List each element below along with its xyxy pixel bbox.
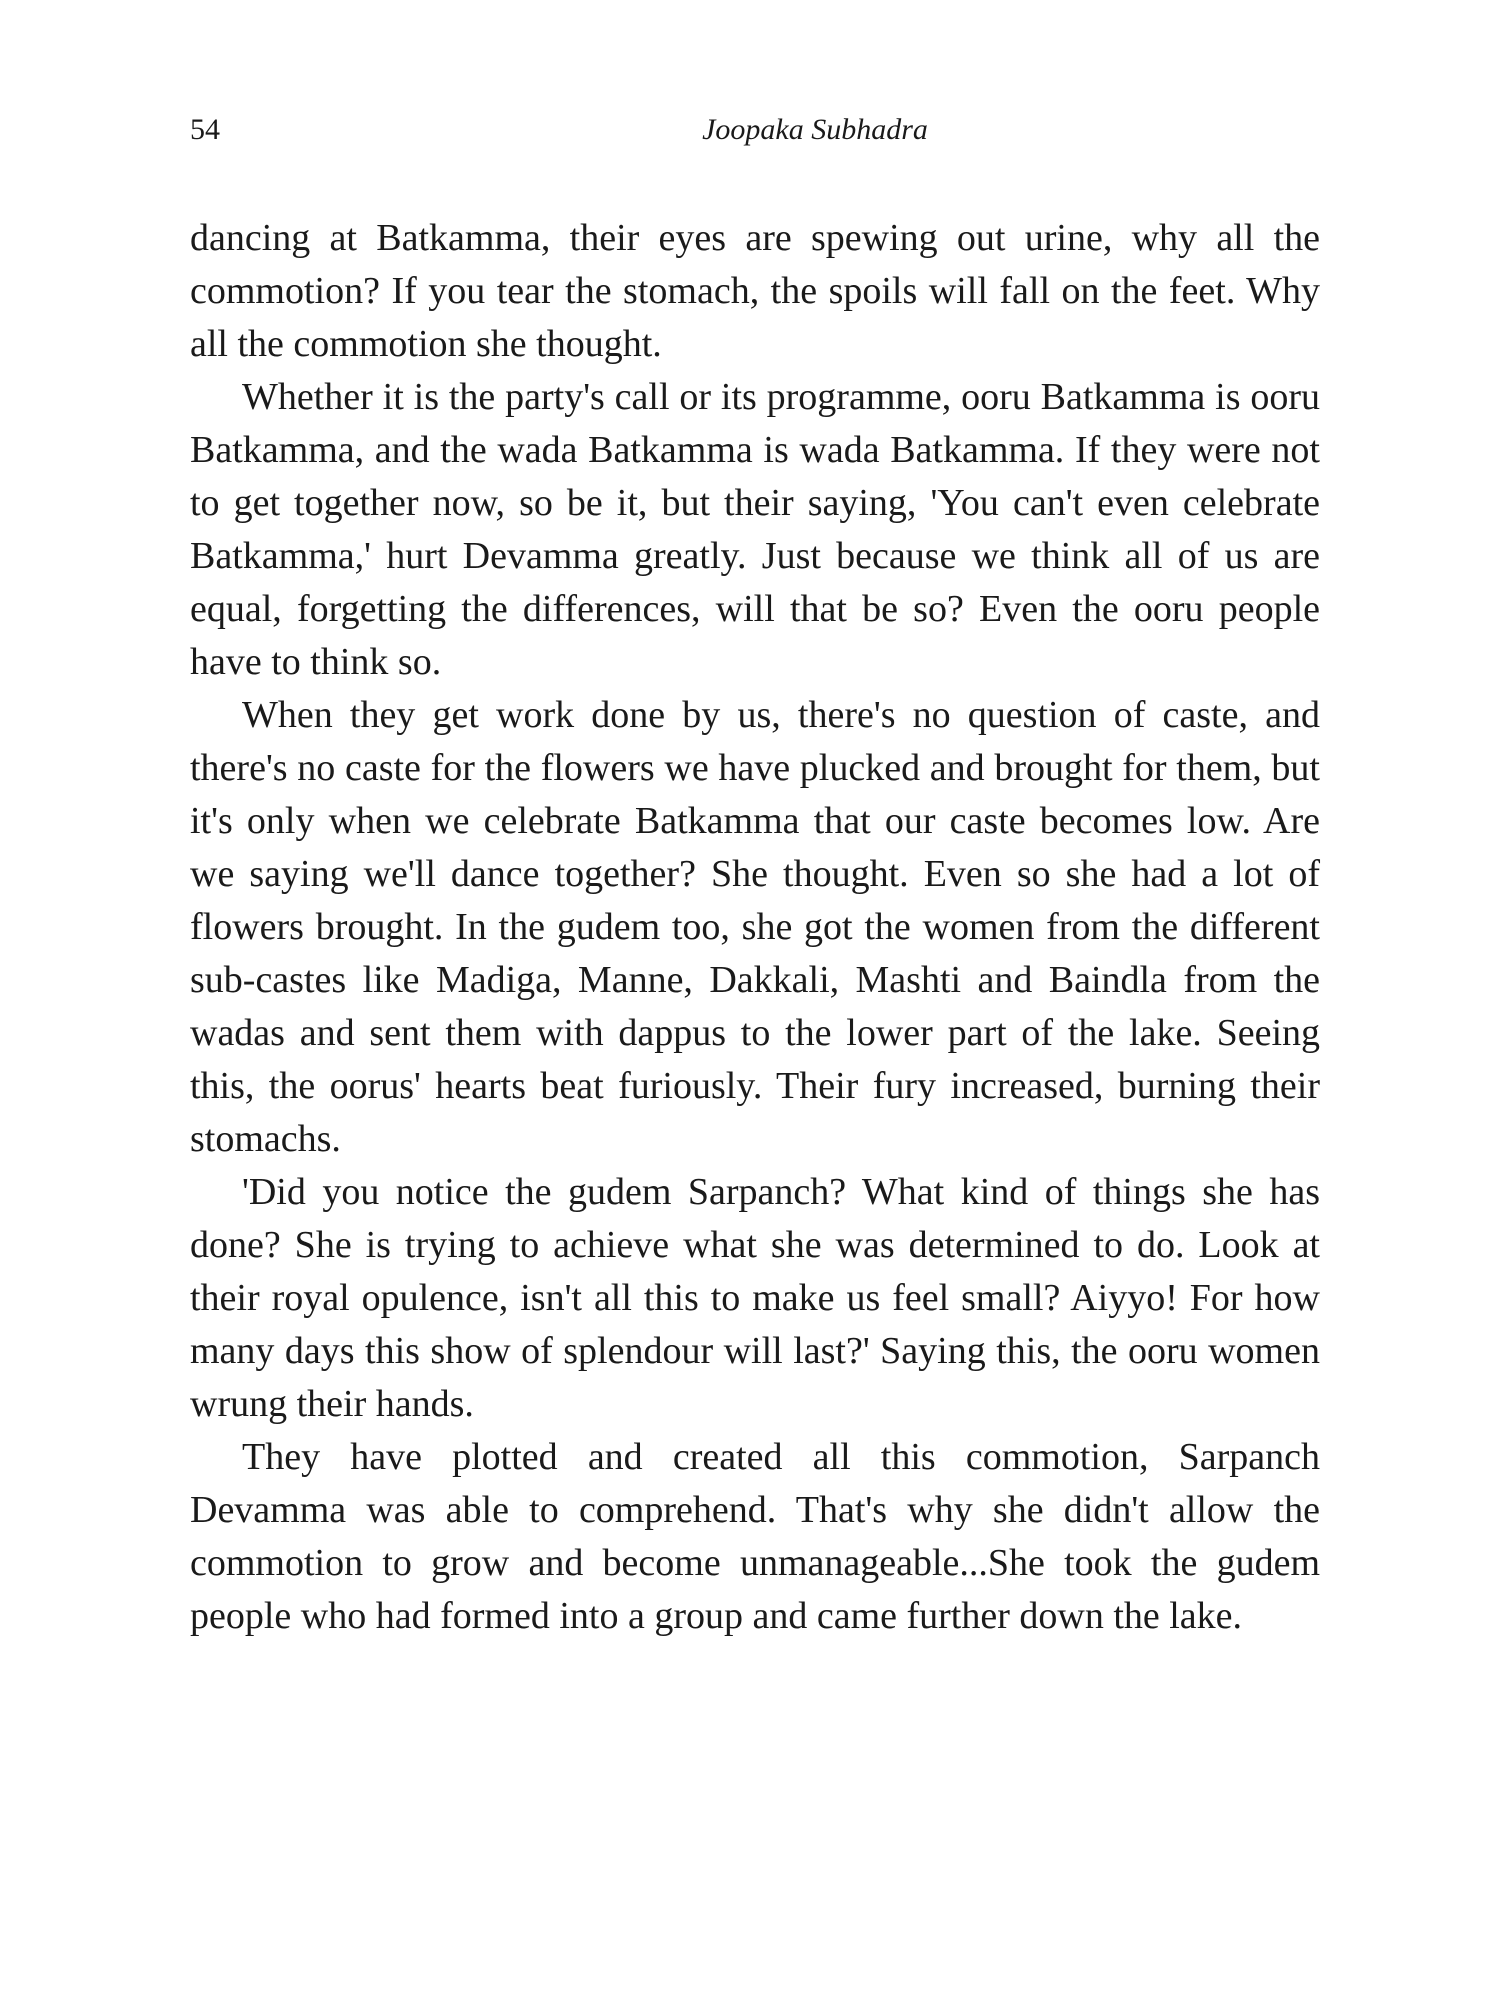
body-text <box>190 212 1320 1643</box>
paragraph-5: They have plotted and created all this commotion, Sarpanch Devamma was able to comprehend. That's why she didn't allow the commotion to grow and become unmanageable...She took the gudem people who had formed into a group and came further down the lake. <box>190 1436 1320 1637</box>
running-head <box>190 110 1320 160</box>
running-title: Joopaka Subhadra <box>702 113 928 146</box>
paragraph-2: Whether it is the party's call or its programme, ooru Batkamma is ooru Batkamma, and the wada Batkamma is wada Batkamma. If they were not to get together now, so be it, but their saying, 'You can't even celebrate Batkamma,' hurt Devamma greatly. Just because we think all of us are equal, forgetting the differences, will that be so? Even the ooru people have to think so. <box>190 376 1320 683</box>
paragraph-3: When they get work done by us, there's no question of caste, and there's no caste for the flowers we have plucked and brought for them, but it's only when we celebrate Batkamma that our caste becomes low. Are we saying we'll dance together? She thought. Even so she had a lot of flowers brought. In the gudem too, she got the women from the different sub-castes like Madiga, Manne, Dakkali, Mashti and Baindla from the wadas and sent them with dappus to the lower part of the lake. Seeing this, the oorus' hearts beat furiously. Their fury increased, burning their stomachs. <box>190 694 1320 1160</box>
page-number: 54 <box>190 113 220 146</box>
paragraph-1: dancing at Batkamma, their eyes are spewing out urine, why all the commotion? If you tear the stomach, the spoils will fall on the feet. Why all the commotion she thought. <box>190 217 1320 365</box>
paragraph-4: 'Did you notice the gudem Sarpanch? What kind of things she has done? She is trying to achieve what she was determined to do. Look at their royal opulence, isn't all this to make us feel small? Aiyyo! For how many days this show of splendour will last?' Saying this, the ooru women wrung their hands. <box>190 1171 1320 1425</box>
